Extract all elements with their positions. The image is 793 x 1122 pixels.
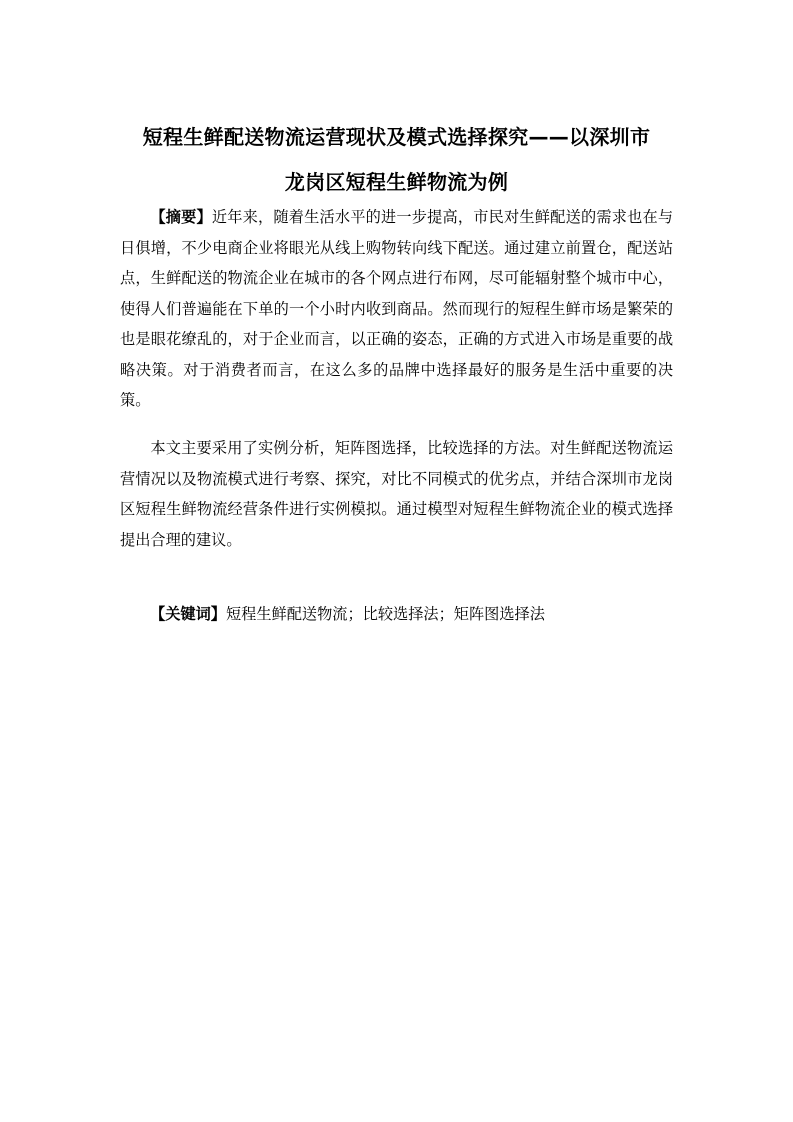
keywords-label: 【关键词】 — [150, 605, 226, 623]
abstract-label: 【摘要】 — [150, 208, 212, 226]
abstract-text: 近年来，随着生活水平的进一步提高，市民对生鲜配送的需求也在与日俱增，不少电商企业将眼光从线上购物转向线下配送。通过建立前置仓，配送站点，生鲜配送的物流企业在城市的各个网点进行布网，尽可能辐射整个城市中心，使得人们普遍能在下单的一个小时内收到商品。然而现行的短程生鲜市场是繁荣的也是眼花缭乱的，对于企业而言，以正确的姿态，正确的方式进入市场是重要的战略决策。对于消费者而言，在这么多的品牌中选择最好的服务是生活中重要的决策。 — [120, 208, 674, 409]
method-paragraph: 本文主要采用了实例分析，矩阵图选择，比较选择的方法。对生鲜配送物流运营情况以及物流模式进行考察、探究，对比不同模式的优劣点，并结合深圳市龙岗区短程生鲜物流经营条件进行实例模拟。通过模型对短程生鲜物流企业的模式选择提出合理的建议。 — [120, 439, 673, 549]
keywords-line — [150, 599, 673, 629]
paper-title-line-1: 短程生鲜配送物流运营现状及模式选择探究——以深圳市 — [142, 125, 651, 149]
keywords-text: 短程生鲜配送物流；比较选择法；矩阵图选择法 — [225, 605, 545, 623]
abstract-paragraph — [120, 202, 673, 416]
paper-title-line-2: 龙岗区短程生鲜物流为例 — [284, 170, 509, 194]
